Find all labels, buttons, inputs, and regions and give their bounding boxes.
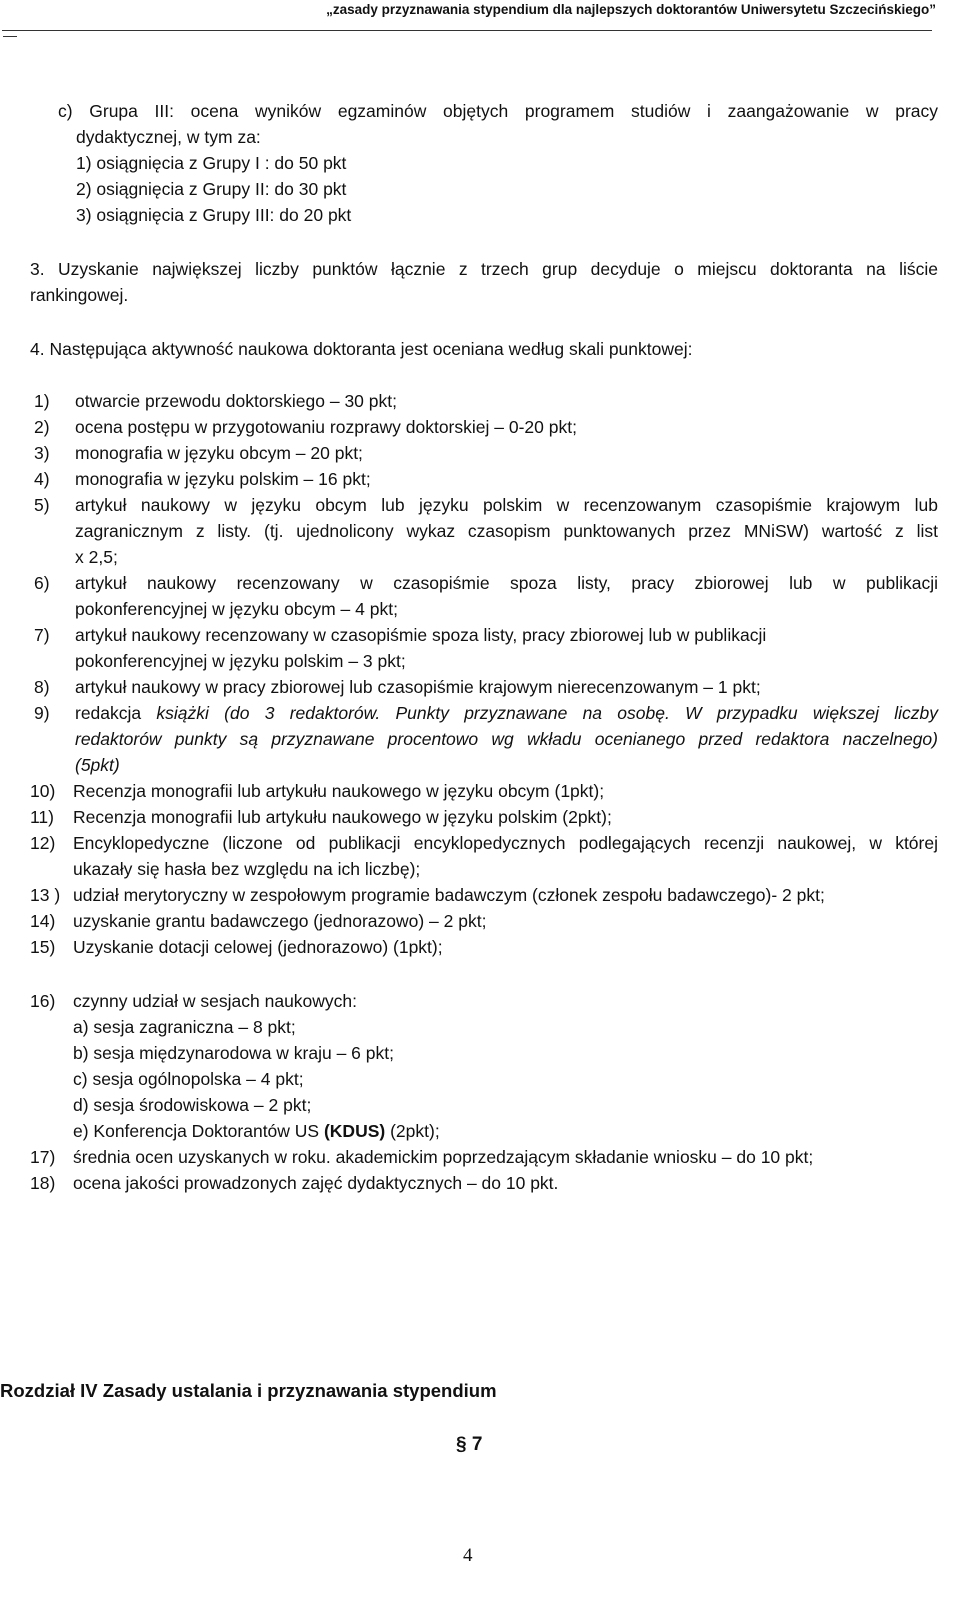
activity-text: ukazały się hasła bez względu na ich liczbę); xyxy=(73,859,421,879)
group3-item-2: 2) osiągnięcia z Grupy II: do 30 pkt xyxy=(76,179,347,199)
activity-text: średnia ocen uzyskanych w roku. akademickim poprzedzającym składanie wniosku – do 10 pkt; xyxy=(73,1147,814,1167)
group3-line1: c) Grupa III: ocena wyników egzaminów objętych programem studiów i zaangażowanie w pracy xyxy=(58,101,938,121)
activity-text: Uzyskanie dotacji celowej (jednorazowo) (1pkt); xyxy=(73,937,443,957)
activity-text: redaktorów punkty są przyznawane procentowo wg wkładu ocenianego przed redaktora naczelnego) xyxy=(75,729,938,749)
activity-text: pokonferencyjnej w języku polskim – 3 pkt; xyxy=(75,651,406,671)
group3-item-3: 3) osiągnięcia z Grupy III: do 20 pkt xyxy=(76,205,352,225)
chapter-heading: Rozdział IV Zasady ustalania i przyznawania stypendium xyxy=(0,1380,497,1401)
activity-text: artykuł naukowy w języku obcym lub języku polskim w recenzowanym czasopiśmie krajowym lub xyxy=(75,495,938,515)
activity-text: redakcja książki (do 3 redaktorów. Punkty przyznawane na osobę. W przypadku większej liczby xyxy=(75,703,938,723)
activity-number: 15) xyxy=(30,937,56,957)
activity-number: 4) xyxy=(34,469,50,489)
session-item: b) sesja międzynarodowa w kraju – 6 pkt; xyxy=(73,1043,394,1063)
activity-text: Recenzja monografii lub artykułu naukowego w języku polskim (2pkt); xyxy=(73,807,612,827)
activity-text: (5pkt) xyxy=(75,755,120,775)
header-dash xyxy=(3,36,17,37)
activity-text: otwarcie przewodu doktorskiego – 30 pkt; xyxy=(75,391,397,411)
activity-number: 7) xyxy=(34,625,50,645)
activity-text: zagranicznym z listy. (tj. ujednolicony wykaz czasopism punktowanych przez MNiSW) wartość z list xyxy=(75,521,938,541)
point4-intro: 4. Następująca aktywność naukowa doktoranta jest oceniana według skali punktowej: xyxy=(30,339,693,359)
activity-number: 14) xyxy=(30,911,56,931)
activity-text: Encyklopedyczne (liczone od publikacji encyklopedycznych podlegających recenzji naukowej, w której xyxy=(73,833,938,853)
paragraph-mark: § 7 xyxy=(456,1434,483,1455)
activity-number: 9) xyxy=(34,703,50,723)
activity-number: 10) xyxy=(30,781,56,801)
activity-number: 1) xyxy=(34,391,50,411)
activity-number: 13 ) xyxy=(30,885,61,905)
activity-text: udział merytoryczny w zespołowym programie badawczym (członek zespołu badawczego)- 2 pkt; xyxy=(73,885,825,905)
session-item: c) sesja ogólnopolska – 4 pkt; xyxy=(73,1069,304,1089)
session-item: e) Konferencja Doktorantów US (KDUS) (2pkt); xyxy=(73,1121,440,1141)
session-item: d) sesja środowiskowa – 2 pkt; xyxy=(73,1095,312,1115)
point3-line1: 3. Uzyskanie największej liczby punktów łącznie z trzech grup decyduje o miejscu doktoranta na liście xyxy=(30,259,938,279)
activity-number: 2) xyxy=(34,417,50,437)
activity-text: ocena postępu w przygotowaniu rozprawy doktorskiej – 0-20 pkt; xyxy=(75,417,577,437)
activity-text: monografia w języku polskim – 16 pkt; xyxy=(75,469,371,489)
activity-text: artykuł naukowy w pracy zbiorowej lub czasopiśmie krajowym nierecenzowanym – 1 pkt; xyxy=(75,677,761,697)
activity-number: 11) xyxy=(30,807,54,827)
point3-line2: rankingowej. xyxy=(30,285,129,305)
header-rule xyxy=(2,30,932,31)
page-number: 4 xyxy=(463,1545,473,1566)
activity-number: 12) xyxy=(30,833,56,853)
activity-text: x 2,5; xyxy=(75,547,118,567)
activity-text: Recenzja monografii lub artykułu naukowego w języku obcym (1pkt); xyxy=(73,781,605,801)
activity-text: czynny udział w sesjach naukowych: xyxy=(73,991,358,1011)
group3-item-1: 1) osiągnięcia z Grupy I : do 50 pkt xyxy=(76,153,347,173)
activity-text: artykuł naukowy recenzowany w czasopiśmie spoza listy, pracy zbiorowej lub w publikacji xyxy=(75,573,938,593)
activity-number: 6) xyxy=(34,573,50,593)
activity-text: uzyskanie grantu badawczego (jednorazowo) – 2 pkt; xyxy=(73,911,487,931)
activity-number: 5) xyxy=(34,495,50,515)
activity-number: 3) xyxy=(34,443,50,463)
activity-text: pokonferencyjnej w języku obcym – 4 pkt; xyxy=(75,599,398,619)
activity-number: 17) xyxy=(30,1147,56,1167)
activity-text: ocena jakości prowadzonych zajęć dydaktycznych – do 10 pkt. xyxy=(73,1173,559,1193)
activity-number: 18) xyxy=(30,1173,56,1193)
activity-text: artykuł naukowy recenzowany w czasopiśmie spoza listy, pracy zbiorowej lub w publikacji xyxy=(75,625,767,645)
session-item: a) sesja zagraniczna – 8 pkt; xyxy=(73,1017,296,1037)
activity-number: 8) xyxy=(34,677,50,697)
activity-text: monografia w języku obcym – 20 pkt; xyxy=(75,443,363,463)
group3-line2: dydaktycznej, w tym za: xyxy=(76,127,261,147)
activity-number: 16) xyxy=(30,991,56,1011)
running-header: „zasady przyznawania stypendium dla najlepszych doktorantów Uniwersytetu Szczecińskiego” xyxy=(326,2,936,17)
